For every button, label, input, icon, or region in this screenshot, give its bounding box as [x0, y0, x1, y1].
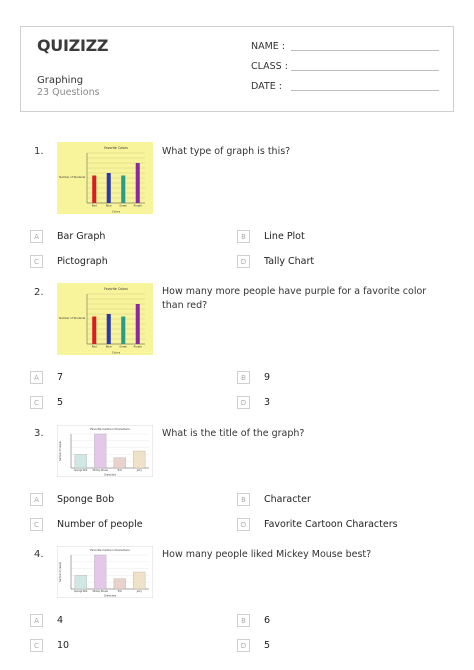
option-letter: B — [237, 230, 250, 243]
option-text: Tally Chart — [264, 256, 315, 267]
option-letter: B — [237, 614, 250, 627]
option-text: 5 — [264, 640, 271, 651]
chart-bar — [107, 314, 111, 344]
x-axis-label: Colors — [111, 351, 121, 355]
chart-title: Favorite Colors — [104, 146, 128, 150]
class-field[interactable] — [251, 61, 439, 72]
option-letter: C — [30, 396, 43, 409]
option-text: Sponge Bob — [57, 494, 115, 505]
category-label: Mickey Mouse — [92, 590, 108, 593]
x-axis-label: Colors — [111, 210, 121, 214]
category-label: Blue — [105, 345, 112, 349]
chart-bar — [136, 163, 140, 203]
question-2-chart — [57, 283, 153, 355]
worksheet-header — [20, 26, 454, 112]
question-text: How many people liked Mickey Mouse best? — [162, 549, 372, 560]
name-field[interactable] — [251, 41, 439, 52]
option-letter: D — [237, 396, 250, 409]
option-text: 5 — [57, 397, 64, 408]
option-text: 9 — [264, 372, 271, 383]
question-text: How many more people have purple for a favorite color than red? — [162, 286, 427, 311]
option-letter: C — [30, 639, 43, 652]
chart-bar — [75, 575, 87, 589]
category-label: Green — [119, 345, 128, 349]
category-label: Purple — [133, 204, 142, 208]
category-label: Red — [91, 204, 97, 208]
chart-bar — [92, 176, 96, 204]
question-text: What is the title of the graph? — [162, 428, 305, 439]
category-label: Red — [91, 345, 97, 349]
option-text: Number of people — [57, 519, 143, 530]
option-text: 3 — [264, 397, 271, 408]
question-4-chart — [57, 546, 153, 598]
y-axis-label: Number of Students — [59, 176, 86, 179]
question-text: What type of graph is this? — [162, 146, 291, 157]
category-label: Blue — [105, 204, 112, 208]
question-number: 2. — [34, 287, 44, 298]
option-text: Pictograph — [57, 256, 108, 267]
category-label: Sponge Bob — [74, 469, 88, 472]
option-letter: A — [30, 614, 43, 627]
chart-title: Favorite Colors — [104, 287, 128, 291]
chart-bar — [133, 572, 145, 589]
chart-bar — [136, 304, 140, 344]
chart-bar — [94, 434, 106, 468]
chart-title: Favorite Cartoon Characters — [90, 427, 130, 431]
option-letter: C — [30, 255, 43, 268]
class-line — [291, 70, 439, 71]
chart-bar — [121, 317, 125, 345]
quizizz-logo: QUIZIZZ — [37, 36, 109, 55]
option-letter: A — [30, 371, 43, 384]
option-text: Character — [264, 494, 311, 505]
option-letter: A — [30, 493, 43, 506]
question-3-chart — [57, 425, 153, 477]
name-label: NAME : — [251, 41, 286, 52]
question-1-chart — [57, 142, 153, 214]
category-label: Jerry — [136, 469, 142, 472]
x-axis-label: Characters — [104, 594, 116, 598]
category-label: Mickey Mouse — [92, 469, 108, 472]
option-text: Bar Graph — [57, 231, 106, 242]
chart-bar — [133, 451, 145, 468]
option-text: Favorite Cartoon Characters — [264, 519, 398, 530]
x-axis-label: Characters — [104, 473, 116, 477]
chart-title: Favorite Cartoon Characters — [90, 548, 130, 552]
class-label: CLASS : — [251, 61, 288, 72]
worksheet-title: Graphing — [37, 75, 84, 86]
category-label: Green — [119, 204, 128, 208]
option-letter: B — [237, 493, 250, 506]
question-number: 1. — [34, 146, 44, 157]
option-letter: D — [237, 255, 250, 268]
category-label: Jerry — [136, 590, 142, 593]
category-label: Sponge Bob — [74, 590, 88, 593]
option-letter: C — [30, 518, 43, 531]
category-label: Tom — [117, 590, 122, 593]
question-number: 3. — [34, 428, 44, 439]
question-count: 23 Questions — [37, 87, 100, 98]
y-axis-label: Number of people — [59, 441, 62, 461]
date-line — [291, 90, 439, 91]
y-axis-label: Number of Students — [59, 317, 86, 320]
option-text: 4 — [57, 615, 64, 626]
option-text: 6 — [264, 615, 271, 626]
date-field[interactable] — [251, 81, 439, 92]
name-line — [291, 50, 439, 51]
option-text: Line Plot — [264, 231, 305, 242]
chart-bar — [114, 579, 126, 589]
category-label: Tom — [117, 469, 122, 472]
chart-bar — [75, 454, 87, 468]
option-letter: B — [237, 371, 250, 384]
chart-bar — [121, 176, 125, 204]
y-axis-label: Number of people — [59, 562, 62, 582]
option-text: 10 — [57, 640, 70, 651]
chart-bar — [94, 555, 106, 589]
option-letter: D — [237, 639, 250, 652]
chart-bar — [92, 317, 96, 345]
category-label: Purple — [133, 345, 142, 349]
question-number: 4. — [34, 549, 44, 560]
chart-bar — [114, 458, 126, 468]
option-letter: D — [237, 518, 250, 531]
date-label: DATE : — [251, 81, 282, 92]
chart-bar — [107, 173, 111, 203]
option-letter: A — [30, 230, 43, 243]
option-text: 7 — [57, 372, 64, 383]
